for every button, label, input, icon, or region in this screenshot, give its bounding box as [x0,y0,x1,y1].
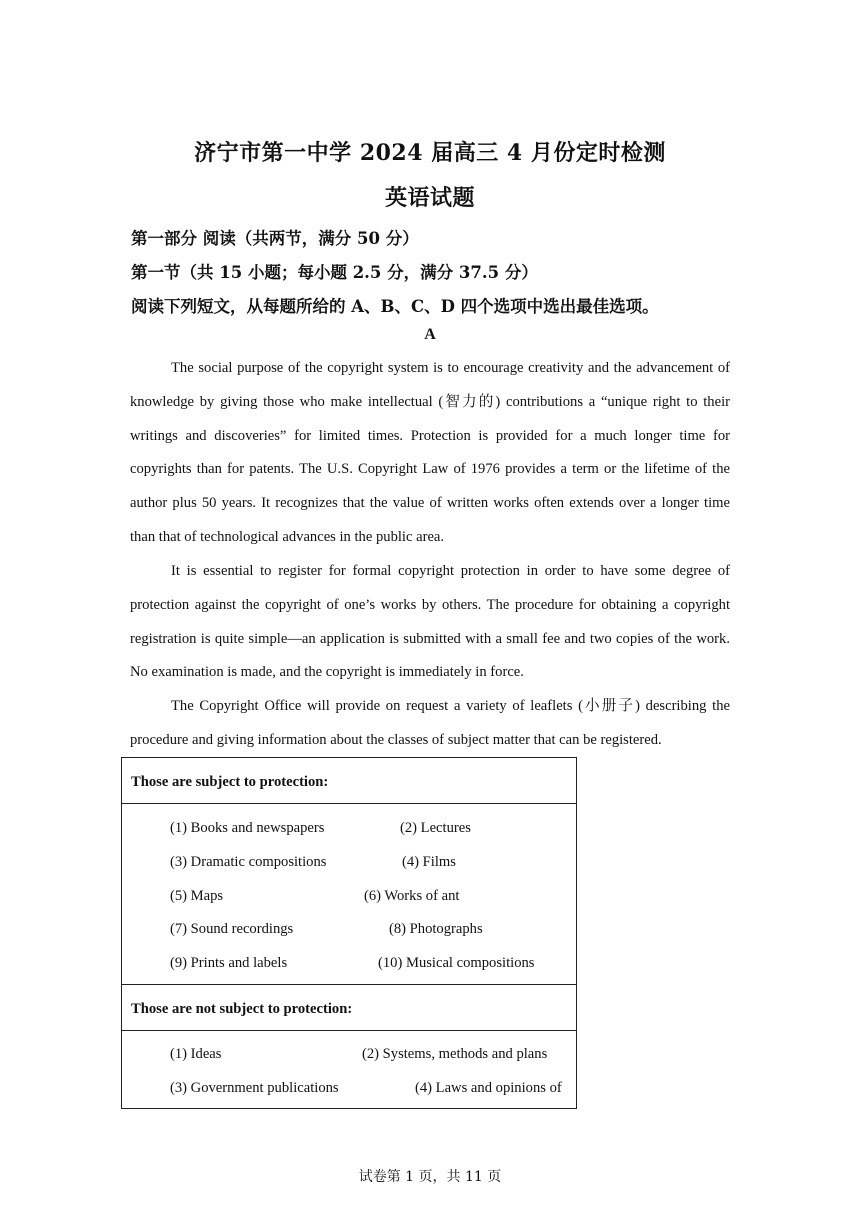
passage-label: A [424,326,436,343]
unprotected-item: (2) Systems, methods and plans [362,1046,548,1062]
protected-item: (8) Photographs [389,921,483,937]
table-divider [122,984,576,985]
exam-title: 济宁市第一中学 2024 届高三 4 月份定时检测 [194,140,666,166]
table-divider [122,803,576,804]
part-heading: 第一部分 阅读（共两节，满分 50 分） [131,229,419,248]
subject-matter-table [121,757,577,1109]
protected-item: (4) Films [402,854,456,870]
protected-item: (9) Prints and labels [170,955,288,971]
instruction-text: 阅读下列短文，从每题所给的 A、B、C、D 四个选项中选出最佳选项。 [131,297,659,316]
passage-paragraph-1: The social purpose of the copyright system is to encourage creativity and the advancement of knowledge by giving those who make intellectual (智力的) contributions a “unique right to their writings and discoveries” for limited times. Protection is provided for a much longer time for copyrights than for patents. The U.S. Copyright Law of 1976 provides a term or the lifetime of the author plus 50 years. It recognizes that the value of written works often extends over a longer time than that of technological advances in the public area. [130,360,730,545]
unprotected-item: (3) Government publications [170,1080,339,1096]
page-footer: 试卷第 1 页，共 11 页 [358,1169,502,1185]
unprotected-item: (4) Laws and opinions of [415,1080,562,1096]
unprotected-heading: Those are not subject to protection: [131,1001,353,1017]
section-heading: 第一节（共 15 小题；每小题 2.5 分，满分 37.5 分） [131,263,538,282]
protected-item: (2) Lectures [400,820,471,836]
protected-item: (3) Dramatic compositions [170,854,327,870]
protected-item: (10) Musical compositions [378,955,535,971]
unprotected-item: (1) Ideas [170,1046,222,1062]
protected-item: (1) Books and newspapers [170,820,325,836]
protected-item: (7) Sound recordings [170,921,294,937]
passage-paragraph-2: It is essential to register for formal copyright protection in order to have some degree of protection against the copyright of one’s works by others. The procedure for obtaining a copyright registration is quite simple—an application is submitted with a small fee and two copies of the work. No examination is made, and the copyright is immediately in force. [130,563,730,681]
table-divider [122,1030,576,1031]
protected-item: (5) Maps [170,888,224,904]
protected-item: (6) Works of ant [364,888,460,904]
protected-heading: Those are subject to protection: [131,774,329,790]
exam-subtitle: 英语试题 [384,185,475,211]
passage-paragraph-3: The Copyright Office will provide on request a variety of leaflets (小册子) describing the procedure and giving information about the classes of subject matter that can be registered. [130,698,730,748]
